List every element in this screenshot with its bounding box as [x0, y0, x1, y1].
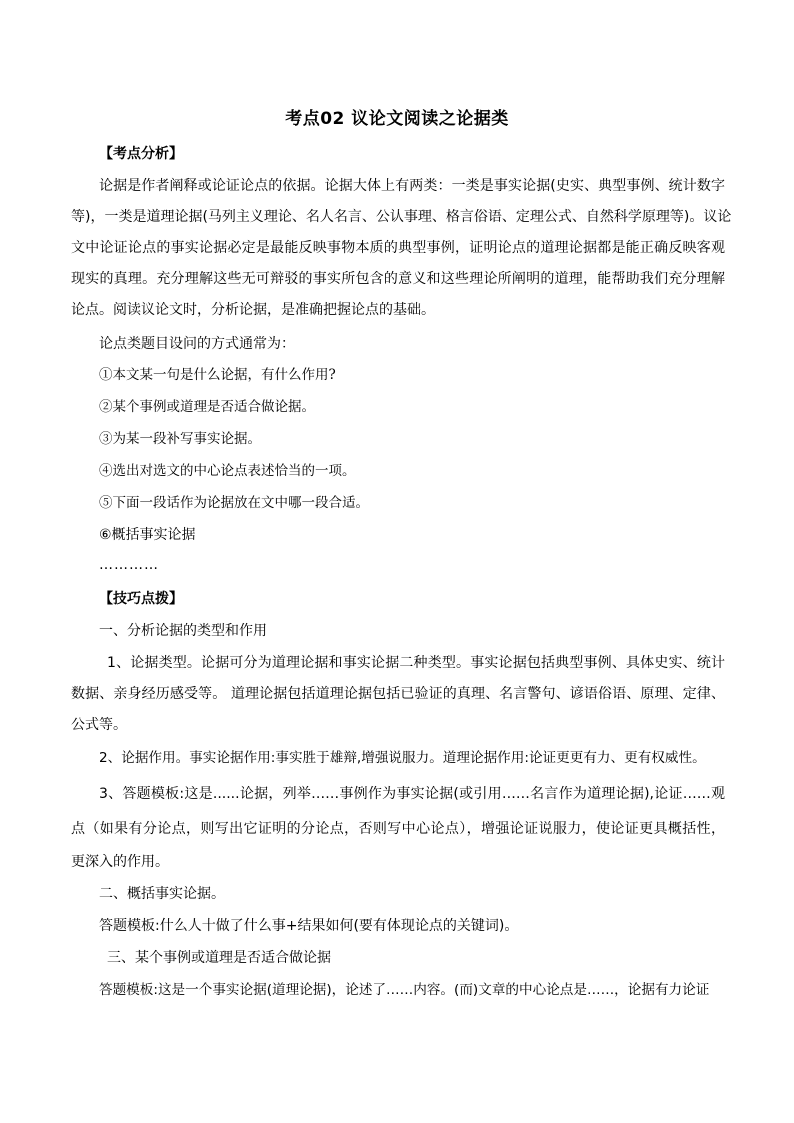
question-item: ④选出对选文的中心论点表述恰当的一项。 — [99, 463, 356, 479]
intro-line-1: 论据是作者阐释或论证论点的依据。论据大体上有两类：一类是事实论据(史实、典型事例、统计数字 — [99, 178, 725, 194]
part3-template: 答题模板:这是一个事实论据(道理论据)，论述了……内容。(而)文章的中心论点是……，论据有力论证 — [99, 982, 710, 998]
item3-line-3: 更深入的作用。 — [71, 854, 169, 870]
question-item: ⑥概括事实论据 — [99, 527, 196, 543]
item1-line-2: 数据、亲身经历感受等。 道理论据包括道理论据包括已验证的真理、名言警句、谚语俗语、原理、定律、 — [71, 686, 725, 702]
intro-line-2: 等)，一类是道理论据(马列主义理论、名人名言、公认事理、格言俗语、定理公式、自然科学原理等)。议论 — [71, 209, 732, 225]
ellipsis: ………… — [99, 557, 159, 573]
part2-heading: 二、概括事实论据。 — [99, 886, 225, 902]
document-title: 考点02 议论文阅读之论据类 — [285, 109, 509, 129]
question-item: ③为某一段补写事实论据。 — [99, 431, 261, 447]
item3-line-2: 点（如果有分论点，则写出它证明的分论点，否则写中心论点），增强论证说服力，使论证更具概括性， — [71, 821, 725, 837]
question-item: ①本文某一句是什么论据，有什么作用? — [99, 367, 336, 383]
intro-line-4: 现实的真理。充分理解这些无可辩驳的事实所包含的意义和这些理论所阐明的道理，能帮助我们充分理解 — [71, 271, 725, 287]
section-heading-tips: 【技巧点拨】 — [99, 591, 183, 607]
part2-template: 答题模板:什么人十做了什么事+结果如何(要有体现论点的关键词)。 — [99, 918, 519, 934]
item1-line-3: 公式等。 — [71, 717, 127, 733]
question-item: ⑤下面一段话作为论据放在文中哪一段合适。 — [99, 495, 369, 511]
item1-line-1: 1、论据类型。论据可分为道理论据和事实论据二种类型。事实论据包括典型事例、具体史实、统计 — [107, 655, 725, 671]
question-intro: 论点类题目设问的方式通常为： — [99, 336, 295, 352]
item3-line-1: 3、答题模板:这是......论据，列举……事例作为事实论据(或引用……名言作为道理论据),论证……观 — [99, 786, 725, 802]
intro-line-3: 文中论证论点的事实论据必定是最能反映事物本质的典型事例，证明论点的道理论据都是能正确反映客观 — [71, 240, 725, 256]
section-heading-analysis: 【考点分析】 — [99, 146, 183, 162]
item2: 2、论据作用。事实论据作用:事实胜于雄辩,增强说服力。道理论据作用:论证更更有力、更有权威性。 — [99, 750, 706, 766]
question-item: ②某个事例或道理是否适合做论据。 — [99, 399, 315, 415]
part3-heading: 三、某个事例或道理是否适合做论据 — [107, 950, 331, 966]
part1-heading: 一、分析论据的类型和作用 — [99, 623, 267, 639]
intro-line-5: 论点。阅读议论文时，分析论据，是准确把握论点的基础。 — [71, 302, 435, 318]
